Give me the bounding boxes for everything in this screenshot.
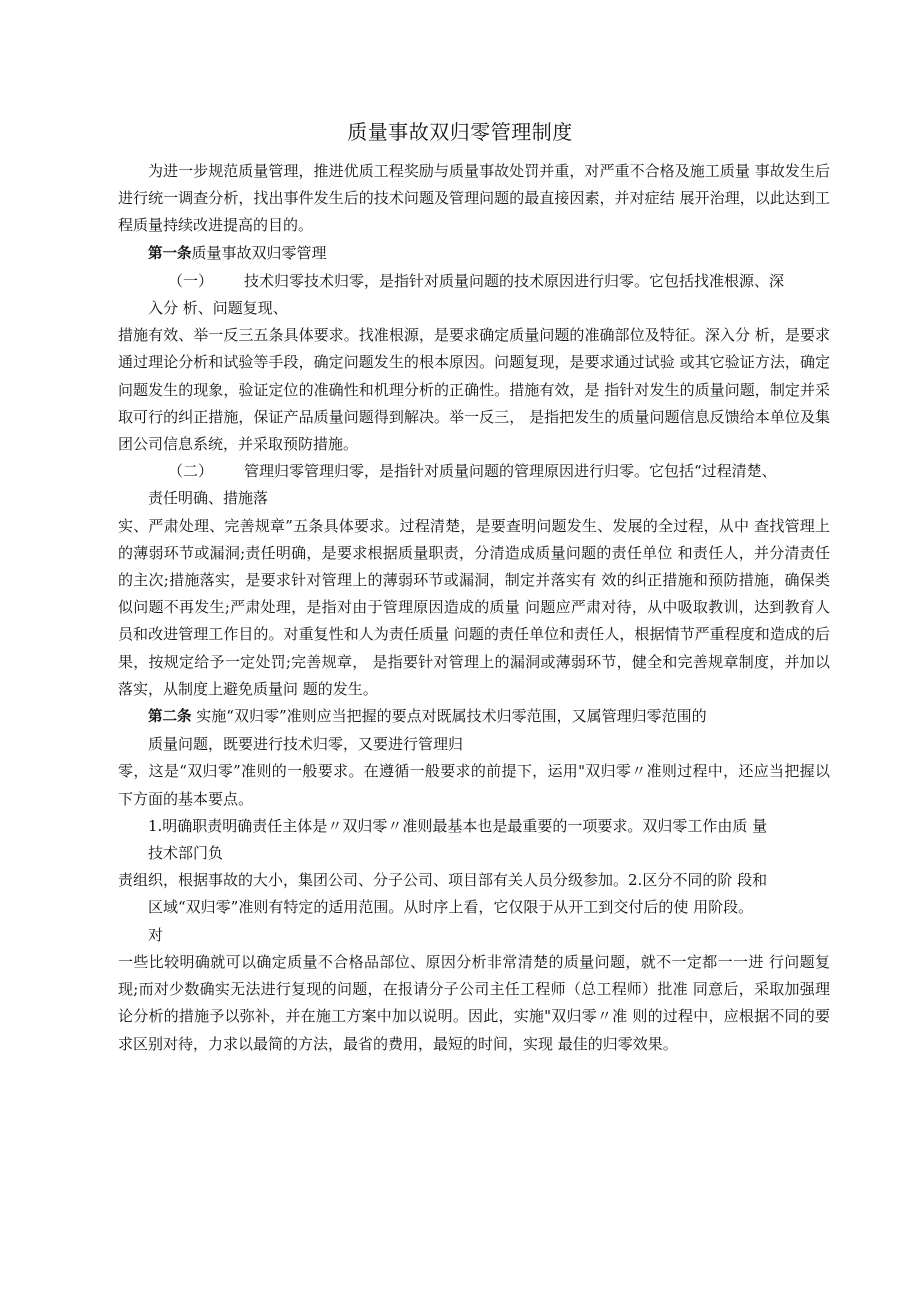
point-2-lead bbox=[118, 894, 830, 948]
point-1-body: 责组织，根据事故的大小，集团公司、分子公司、项目部有关人员分级参加。2.区分不同的阶 段和 bbox=[118, 871, 768, 890]
item-1-lead-text: 技术归零技术归零，是指针对质量问题的技术原因进行归零。它包括找准根源、深 bbox=[244, 271, 785, 290]
article-1-label: 第一条 bbox=[148, 245, 192, 262]
article-1-item-1-body: 措施有效、举一反三五条具体要求。找准根源，是要求确定质量问题的准确部位及特征。深入分 析，是要求通过理论分析和试验等手段，确定问题发生的根本原因。问题复现，是要求通过试验 或其它验证方法，确定问题发生的现象，验证定位的准确性和机理分析的正确性。措施有效，是 指针对发生的质量问题，制定并采取可行的纠正措施，保证产品质量问题得到解决。举一反三， 是指把发生的质量问题信息反馈给本单位及集团公司信息系统，并采取预防措施。 bbox=[118, 326, 830, 454]
point-1-lead-text-2: 技术部门负 bbox=[148, 844, 224, 863]
point-2-lead-text-2: 对 bbox=[148, 925, 164, 944]
item-1-lead-text-2: 入分 析、问题复现、 bbox=[148, 299, 288, 318]
article-1-item-1-lead bbox=[118, 268, 830, 322]
item-2-lead-text-2: 责任明确、措施落 bbox=[148, 489, 269, 508]
intro-paragraph: 为进一步规范质量管理，推进优质工程奖励与质量事故处罚并重，对严重不合格及施工质量 事故发生后进行统一调查分析，找出事件发生后的技术问题及管理问题的最直接因素，并对症结 展开治理，以此达到工程质量持续改进提高的目的。 bbox=[118, 162, 830, 235]
point-1-lead bbox=[118, 813, 830, 867]
article-2-label: 第二条 bbox=[148, 709, 192, 726]
article-2-lead: 实施“双归零”准则应当把握的要点对既属技术归零范围，又属管理归零范围的 bbox=[196, 707, 707, 726]
article-1-heading bbox=[118, 240, 830, 268]
point-2-body: 一些比较明确就可以确定质量不合格品部位、原因分析非常清楚的质量问题，就不一定都一一进 行问题复现;而对少数确实无法进行复现的问题，在报请分子公司主任工程师（总工程师）批准 同意后，采取加强理论分析的措施予以弥补，并在施工方案中加以说明。因此，实施"双归零〃准 则的过程中，应根据不同的要求区别对待，力求以最简的方法，最省的费用，最短的时间，实现 最佳的归零效果。 bbox=[118, 952, 830, 1053]
article-2-body: 零，这是“双归零”准则的一般要求。在遵循一般要求的前提下，运用"双归零〃准则过程中，还应当把握以下方面的基本要点。 bbox=[118, 762, 830, 808]
item-2-lead-text: 管理归零管理归零，是指针对质量问题的管理原因进行归零。它包括“过程清楚、 bbox=[244, 462, 777, 481]
article-1-item-2-lead bbox=[118, 458, 830, 512]
article-2-lead-2: 质量问题，既要进行技术归零，又要进行管理归 bbox=[148, 735, 464, 754]
document-body bbox=[118, 158, 830, 1058]
document-title: 质量事故双归零管理制度 bbox=[347, 120, 573, 144]
point-2-lead-text: 区域“双归零”准则有特定的适用范围。从时序上看，它仅限于从开工到交付后的使 用阶段。 bbox=[148, 898, 754, 917]
point-1-lead-text: 1.明确职责明确责任主体是〃双归零〃准则最基本也是最重要的一项要求。双归零工作由质 量 bbox=[148, 816, 768, 835]
item-2-number: （二） bbox=[168, 462, 214, 481]
article-2-heading bbox=[118, 703, 830, 731]
article-1-item-2-body: 实、严肃处理、完善规章”五条具体要求。过程清楚，是要查明问题发生、发展的全过程，从中 查找管理上的薄弱环节或漏洞;责任明确，是要求根据质量职责，分清造成质量问题的责任单位 和责任人，并分清责任的主次;措施落实，是要求针对管理上的薄弱环节或漏洞，制定并落实有 效的纠正措施和预防措施，确保类似问题不再发生;严肃处理，是指对由于管理原因造成的质量 问题应严肃对待，从中吸取教训，达到教育人员和改进管理工作目的。对重复性和人为责任质量 问题的责任单位和责任人，根据情节严重程度和造成的后果，按规定给予一定处罚;完善规章， 是指要针对管理上的漏洞或薄弱环节，健全和完善规章制度，并加以落实，从制度上避免质量问 题的发生。 bbox=[118, 516, 830, 698]
item-1-number: （一） bbox=[168, 271, 214, 290]
article-1-title: 质量事故双归零管理 bbox=[191, 243, 327, 262]
